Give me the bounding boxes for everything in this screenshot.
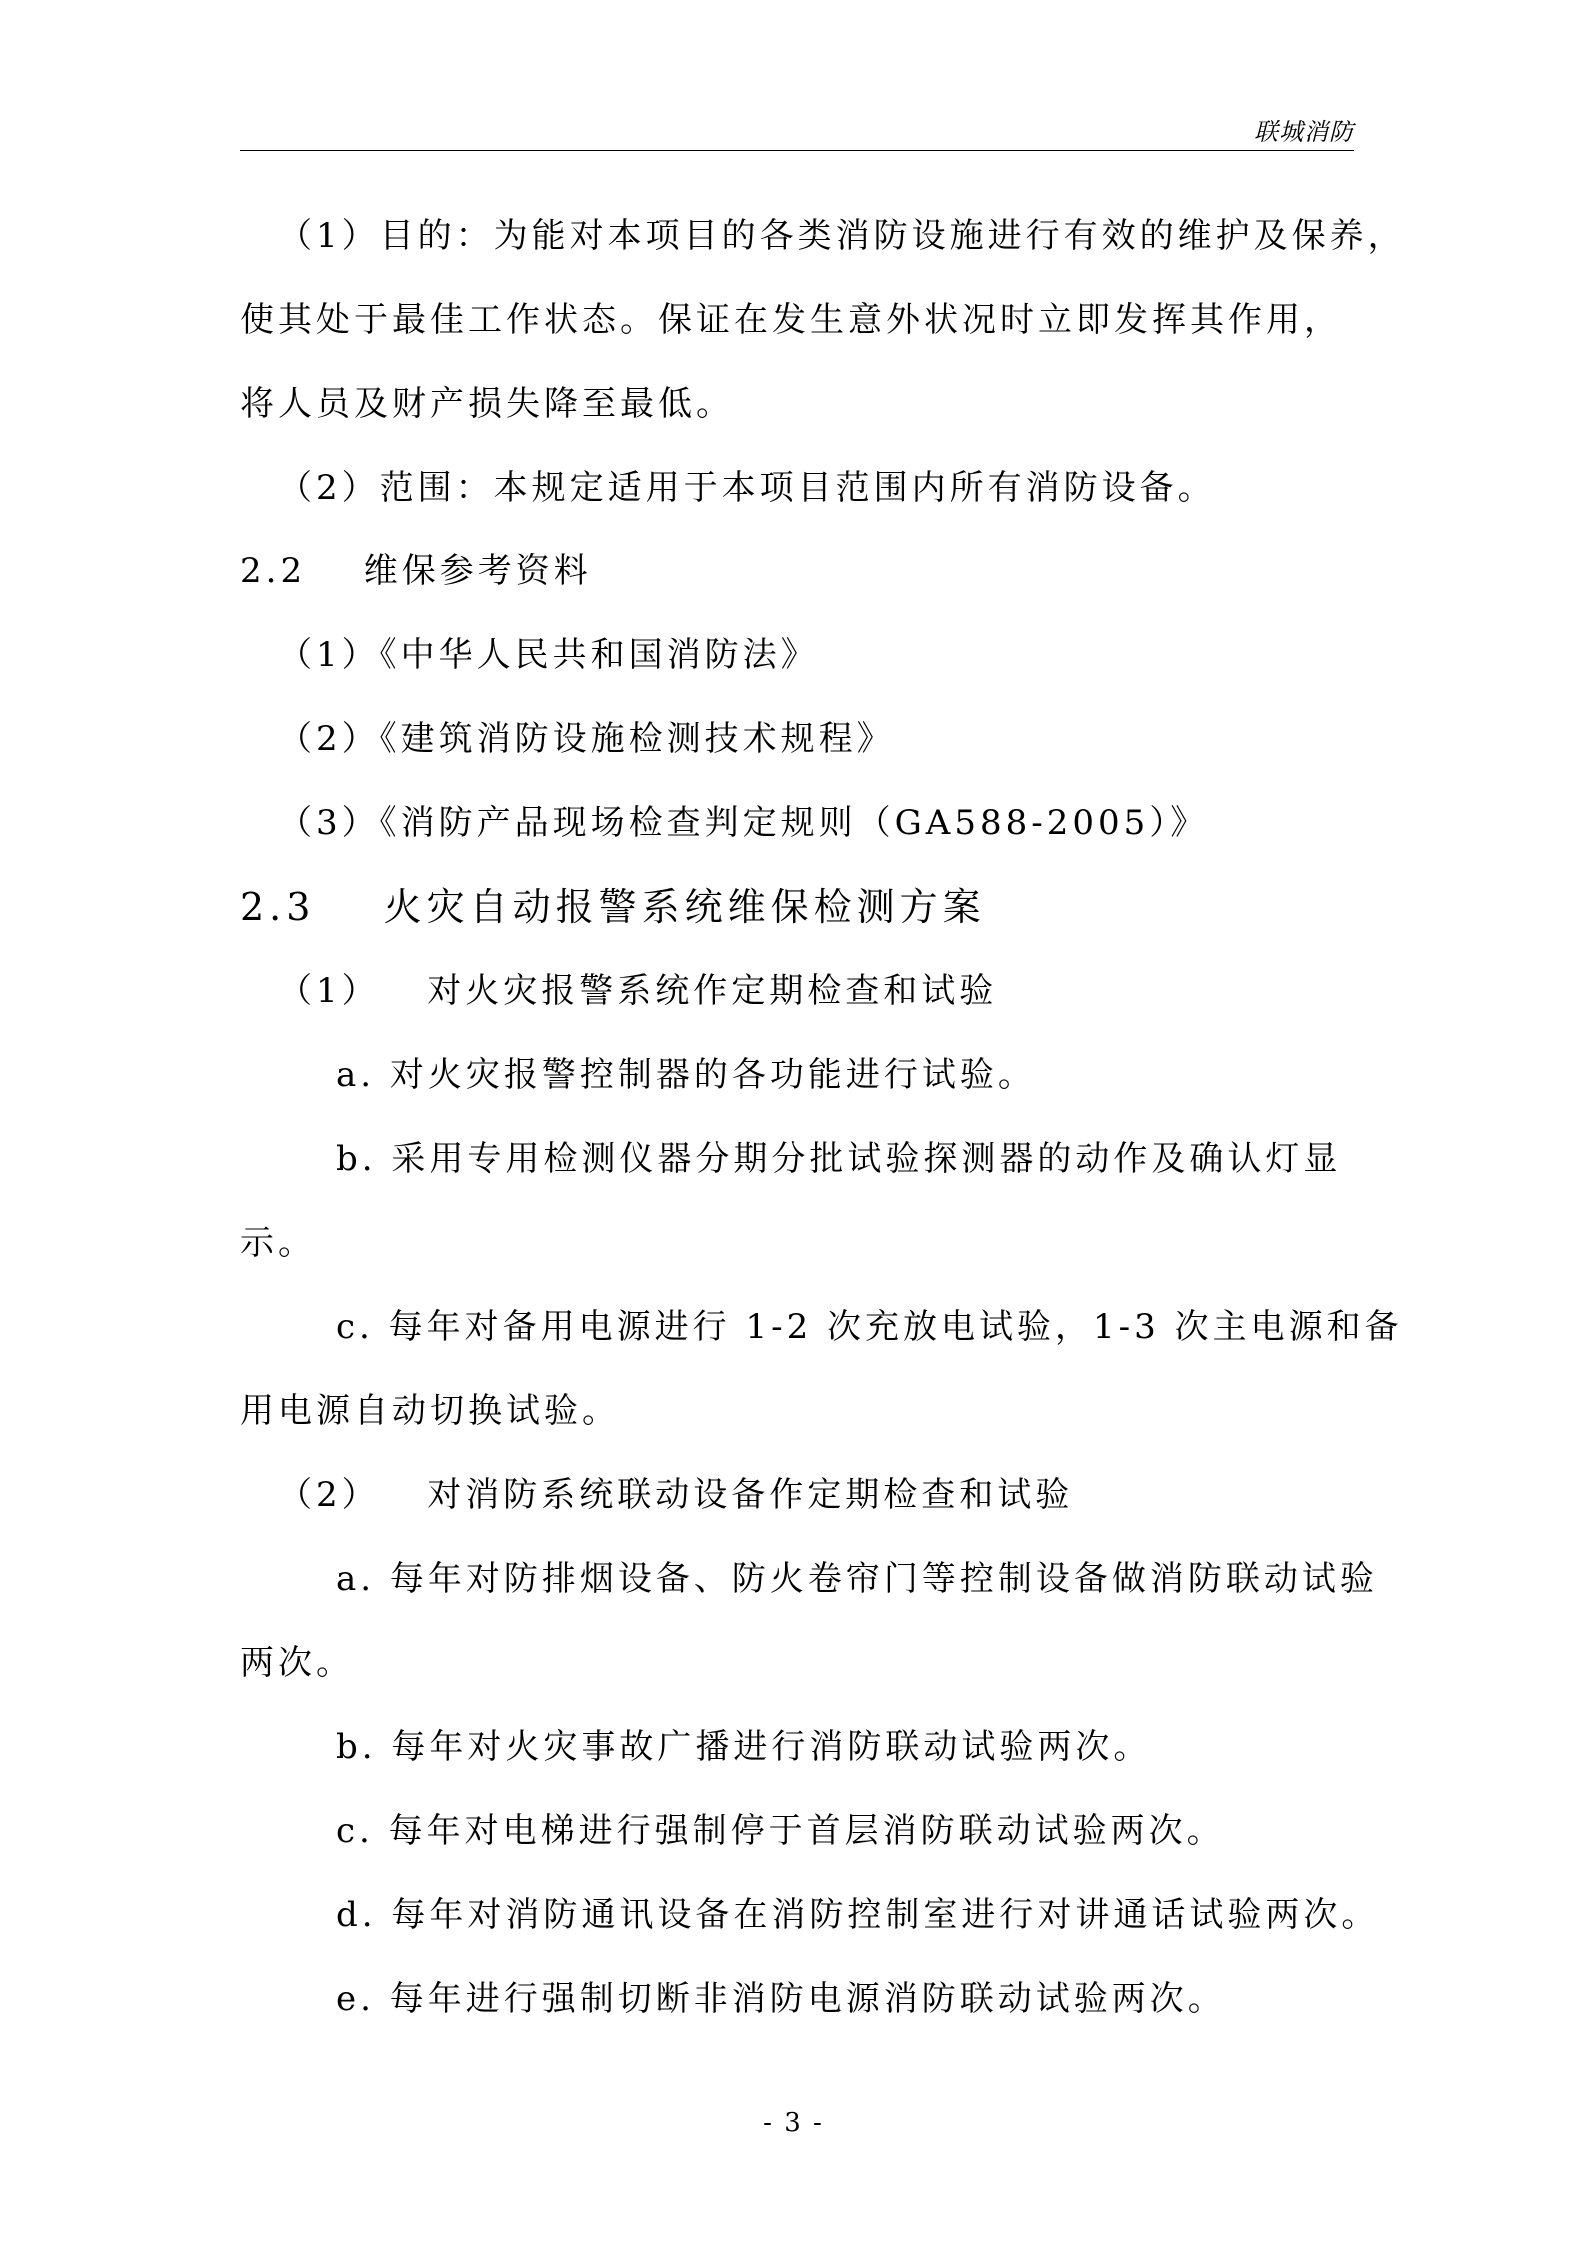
page-number: - 3 - [763,2108,824,2138]
item-1-heading [278,971,997,1011]
item-1-b-line-1: b. 采用专用检测仪器分期分批试验探测器的动作及确认灯显 [336,1139,1342,1179]
item-2-heading [278,1475,1073,1515]
item-2-d: d. 每年对消防通讯设备在消防控制室进行对讲通话试验两次。 [336,1895,1380,1935]
item-2-e: e. 每年进行强制切断非消防电源消防联动试验两次。 [336,1979,1226,2019]
item-2-number: （2） [278,1475,380,1515]
item-2-b: b. 每年对火灾事故广播进行消防联动试验两次。 [336,1727,1152,1767]
item-1-a: a. 对火灾报警控制器的各功能进行试验。 [336,1055,1036,1095]
section-2-2-title: 维保参考资料 [363,551,592,591]
scope-line: （2）范围：本规定适用于本项目范围内所有消防设备。 [278,468,1216,508]
reference-2: （2）《建筑消防设施检测技术规程》 [278,719,895,759]
item-1-number: （1） [278,971,380,1011]
item-2-text: 对消防系统联动设备作定期检查和试验 [427,1475,1074,1515]
reference-1: （1）《中华人民共和国消防法》 [278,635,819,675]
item-1-b-line-2: 示。 [240,1223,316,1263]
header-rule [240,150,1354,151]
item-2-a-line-1: a. 每年对防排烟设备、防火卷帘门等控制设备做消防联动试验 [336,1559,1378,1599]
reference-3: （3）《消防产品现场检查判定规则（GA588-2005）》 [278,803,1209,843]
item-2-c: c. 每年对电梯进行强制停于首层消防联动试验两次。 [336,1811,1225,1851]
section-2-3-number: 2.3 [240,885,316,929]
section-2-2-heading [240,551,592,591]
item-1-c-line-1: c. 每年对备用电源进行 1-2 次充放电试验，1-3 次主电源和备 [336,1307,1403,1347]
section-2-2-number: 2.2 [240,551,307,591]
purpose-line-2: 使其处于最佳工作状态。保证在发生意外状况时立即发挥其作用， [240,300,1342,340]
item-1-c-line-2: 用电源自动切换试验。 [240,1391,620,1431]
section-2-3-heading [240,887,986,927]
purpose-line-3: 将人员及财产损失降至最低。 [240,384,734,424]
purpose-line-1: （1）目的：为能对本项目的各类消防设施进行有效的维护及保养， [278,216,1406,256]
item-1-text: 对火灾报警系统作定期检查和试验 [427,971,998,1011]
section-2-3-title: 火灾自动报警系统维保检测方案 [383,885,986,929]
item-2-a-line-2: 两次。 [240,1643,354,1683]
header-label: 联城消防 [1254,118,1354,146]
